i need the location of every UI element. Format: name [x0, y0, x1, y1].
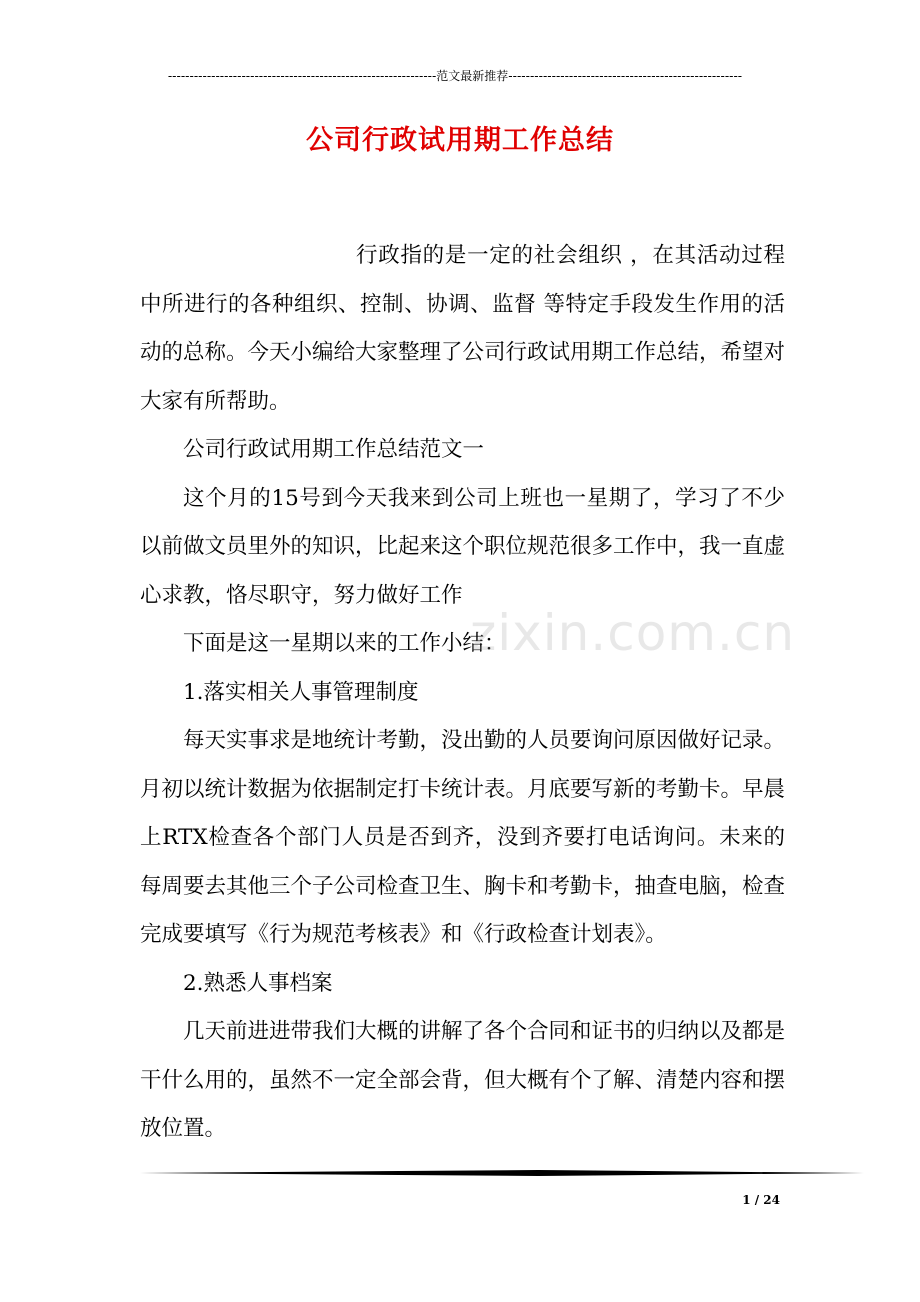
body-paragraph: 几天前进进带我们大概的讲解了各个合同和证书的归纳以及都是干什么用的，虽然不一定全部会背，但大概有个了解、清楚内容和摆放位置。 [140, 1019, 786, 1141]
list-heading: 1.落实相关人事管理制度 [183, 679, 419, 705]
list-heading: 2.熟悉人事档案 [183, 970, 333, 996]
body-paragraph: 每天实事求是地统计考勤，没出勤的人员要询问原因做好记录。月初以统计数据为依据制定打卡统计表。月底要写新的考勤卡。早晨上RTX检查各个部门人员是否到齐，没到齐要打电话询问。未来的每周要去其他三个子公司检查卫生、胸卡和考勤卡，抽查电脑，检查完成要填写《行为规范考核表》和《行政检查计划表》。 [140, 728, 786, 947]
section-heading: 公司行政试用期工作总结范文一 [183, 437, 485, 462]
body-paragraph: 下面是这一星期以来的工作小结： [183, 631, 506, 656]
intro-paragraph: 行政指的是一定的社会组织 ，在其活动过程中所进行的各种组织、控制、协调、监督 等特定手段发生作用的活动的总称。今天小编给大家整理了公司行政试用期工作总结，希望对大家有所帮助。 [140, 243, 786, 414]
watermark: zixin.com.cn [470, 604, 796, 662]
document-body [140, 232, 785, 1154]
body-paragraph: 这个月的15号到今天我来到公司上班也一星期了，学习了不少以前做文员里外的知识，比起来这个职位规范很多工作中，我一直虚心求教，恪尽职守，努力做好工作 [140, 485, 786, 608]
header-banner: --------------------------------------------------------------范文最新推荐------------------------------------------------------ [167, 69, 743, 83]
footer-divider [140, 1170, 864, 1176]
page-number: 1 / 24 [742, 1193, 780, 1207]
document-title: 公司行政试用期工作总结 [306, 125, 614, 156]
